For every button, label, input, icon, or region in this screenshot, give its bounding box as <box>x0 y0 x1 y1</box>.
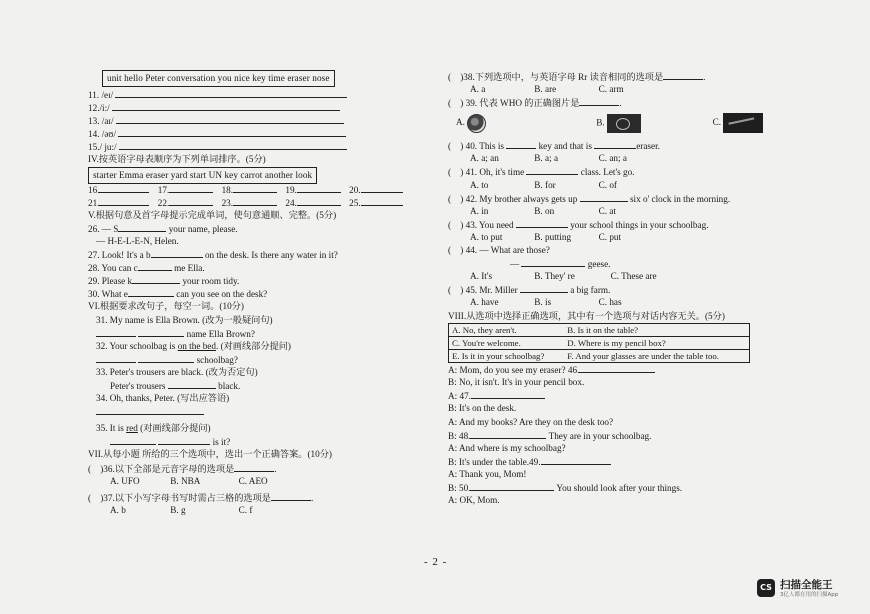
phonetic-line: 12./i:/ <box>88 101 433 114</box>
question-42-options: A. in B. on C. at <box>470 205 616 216</box>
dialog-line: B: 48. They are in your schoolbag. <box>448 430 652 441</box>
question-30: 30. What e can you see on the desk? <box>88 289 268 300</box>
question-41-options: A. to B. for C. of <box>470 179 617 190</box>
question-37: ( )37.以下小写字母书写时需占三格的选项是 . <box>88 492 314 503</box>
dialog-line: B: 50. You should look after your things. <box>448 483 683 494</box>
page-number: - 2 - <box>424 556 448 568</box>
dialog-line: A: Thank you, Mom! <box>448 468 527 479</box>
section-title: VIII.从选项中选择正确选项，其中有一个选项与对话内容无关。(5分) <box>448 310 725 321</box>
dialog-line: A: 47. <box>448 389 773 402</box>
order-row: 21. 22. 23. 24. 25. <box>88 196 433 209</box>
table-row <box>449 323 750 336</box>
dialog-line: A: OK, Mom. <box>448 495 500 506</box>
question-45-options: A. have B. is C. has <box>470 297 622 308</box>
brand-name: 扫描全能王 <box>780 579 833 591</box>
options-table <box>448 323 750 364</box>
question-26: 26. — S your name, please. <box>88 223 238 234</box>
question-43-options: A. to put B. putting C. put <box>470 231 622 242</box>
dialog-line: B: It's on the desk. <box>448 403 517 414</box>
question-31: 31. My name is Ella Brown. (改为一般疑问句) <box>96 314 273 325</box>
camscanner-logo-icon: CS <box>757 579 775 597</box>
order-row: 16. 17. 18. 19. 20. <box>88 183 433 196</box>
section-title: IV.按英语字母表顺序为下列单词排序。(5分) <box>88 154 266 165</box>
question-33-blank: Peter's trousers black. <box>110 380 241 391</box>
question-39: ( ) 39. 代表 WHO 的正确图片是 . <box>448 98 622 109</box>
section-title: VI.根据要求改句子，每空一词。(10分) <box>88 301 244 312</box>
phonetic-line: 11. /eɪ/ <box>88 88 433 101</box>
question-34: 34. Oh, thanks, Peter. (写出应答语) <box>96 393 230 404</box>
table-row <box>449 350 750 363</box>
table-cell: A. No, they aren't. <box>452 324 517 335</box>
left-column <box>88 70 433 517</box>
dialog-line: A: Mom, do you see my eraser? 46. <box>448 363 773 376</box>
word-order-box: starter Emma eraser yard start UN key carrot another look <box>88 167 317 184</box>
word-bank-box: unit hello Peter conversation you nice key time eraser nose <box>102 70 335 87</box>
right-column <box>448 70 773 507</box>
table-row <box>449 336 750 349</box>
section-title: V.根据句意及首字母提示完成单词，使句意通顺、完整。(5分) <box>88 209 337 220</box>
question-33: 33. Peter's trousers are black. (改为否定句) <box>96 366 258 377</box>
question-38: ( )38.下列选项中，与英语字母 Rr 读音相同的选项是 . <box>448 72 706 82</box>
question-28: 28. You can c me Ella. <box>88 263 205 274</box>
un-globe-icon <box>467 114 486 133</box>
dialog-line: A: And my books? Are they on the desk too? <box>448 416 614 427</box>
phonetic-line: 14. /əʊ/ <box>88 127 433 140</box>
table-cell: C. You're welcome. <box>449 336 565 349</box>
question-36-options: A. UFO B. NBA C. AEO <box>110 475 268 486</box>
question-26-answer: — H-E-L-E-N, Helen. <box>96 235 179 246</box>
question-44-blank: — geese. <box>510 259 611 270</box>
section-title: VII.从每小题 所给的三个选项中，选出一个正确答案。(10分) <box>88 449 332 460</box>
dialog-line: B: No, it isn't. It's in your pencil box. <box>448 377 585 388</box>
question-39-options: A. B. C. <box>448 109 773 139</box>
question-32: 32. Your schoolbag is on the bed. (对画线部分提问) <box>96 340 291 351</box>
question-42: ( ) 42. My brother always gets up six o' clock in the morning. <box>448 193 731 204</box>
question-45: ( ) 45. Mr. Miller a big farm. <box>448 285 611 296</box>
table-cell: F. And your glasses are under the table too. <box>564 350 749 363</box>
dark-photo <box>723 113 763 133</box>
question-35-blank: is it? <box>88 435 433 448</box>
dialog-line: A: And where is my schoolbag? <box>448 442 566 453</box>
question-31-blank: name Ella Brown? <box>88 327 433 340</box>
question-34-blank <box>88 405 433 418</box>
table-cell: B. Is it on the table? <box>567 324 639 335</box>
question-40: ( ) 40. This is key and that is eraser. <box>448 141 660 152</box>
dialog-line: B: It's under the table.49. <box>448 455 773 468</box>
question-37-options: A. b B. g C. f <box>110 504 253 515</box>
question-32-blank: schoolbag? <box>88 353 433 366</box>
phonetic-line: 15./ ju:/ <box>88 140 433 153</box>
question-29: 29. Please k your room tidy. <box>88 276 240 287</box>
question-43: ( ) 43. You need your school things in your schoolbag. <box>448 219 709 230</box>
question-38-options: A. a B. are C. arm <box>470 84 624 95</box>
who-emblem-photo <box>607 114 641 133</box>
question-35: 35. It is red (对画线部分提问) <box>96 423 211 434</box>
question-44: ( ) 44. — What are those? <box>448 245 550 256</box>
table-cell: D. Where is my pencil box? <box>564 336 749 349</box>
question-40-options: A. a; an B. a; a C. an; a <box>470 153 627 164</box>
phonetic-line: 13. /aɪ/ <box>88 114 433 127</box>
question-44-options: A. It's B. They' re C. These are <box>470 271 657 282</box>
brand-tagline: 3亿人都在用的扫描App <box>780 592 839 598</box>
table-cell: E. Is it in your schoolbag? <box>449 350 565 363</box>
question-27: 27. Look! It's a b on the desk. Is there any water in it? <box>88 250 338 261</box>
scanner-watermark <box>757 579 838 599</box>
question-41: ( ) 41. Oh, it's time class. Let's go. <box>448 167 635 178</box>
question-36: ( )36.以下全部是元音字母的选项是 . <box>88 463 277 474</box>
